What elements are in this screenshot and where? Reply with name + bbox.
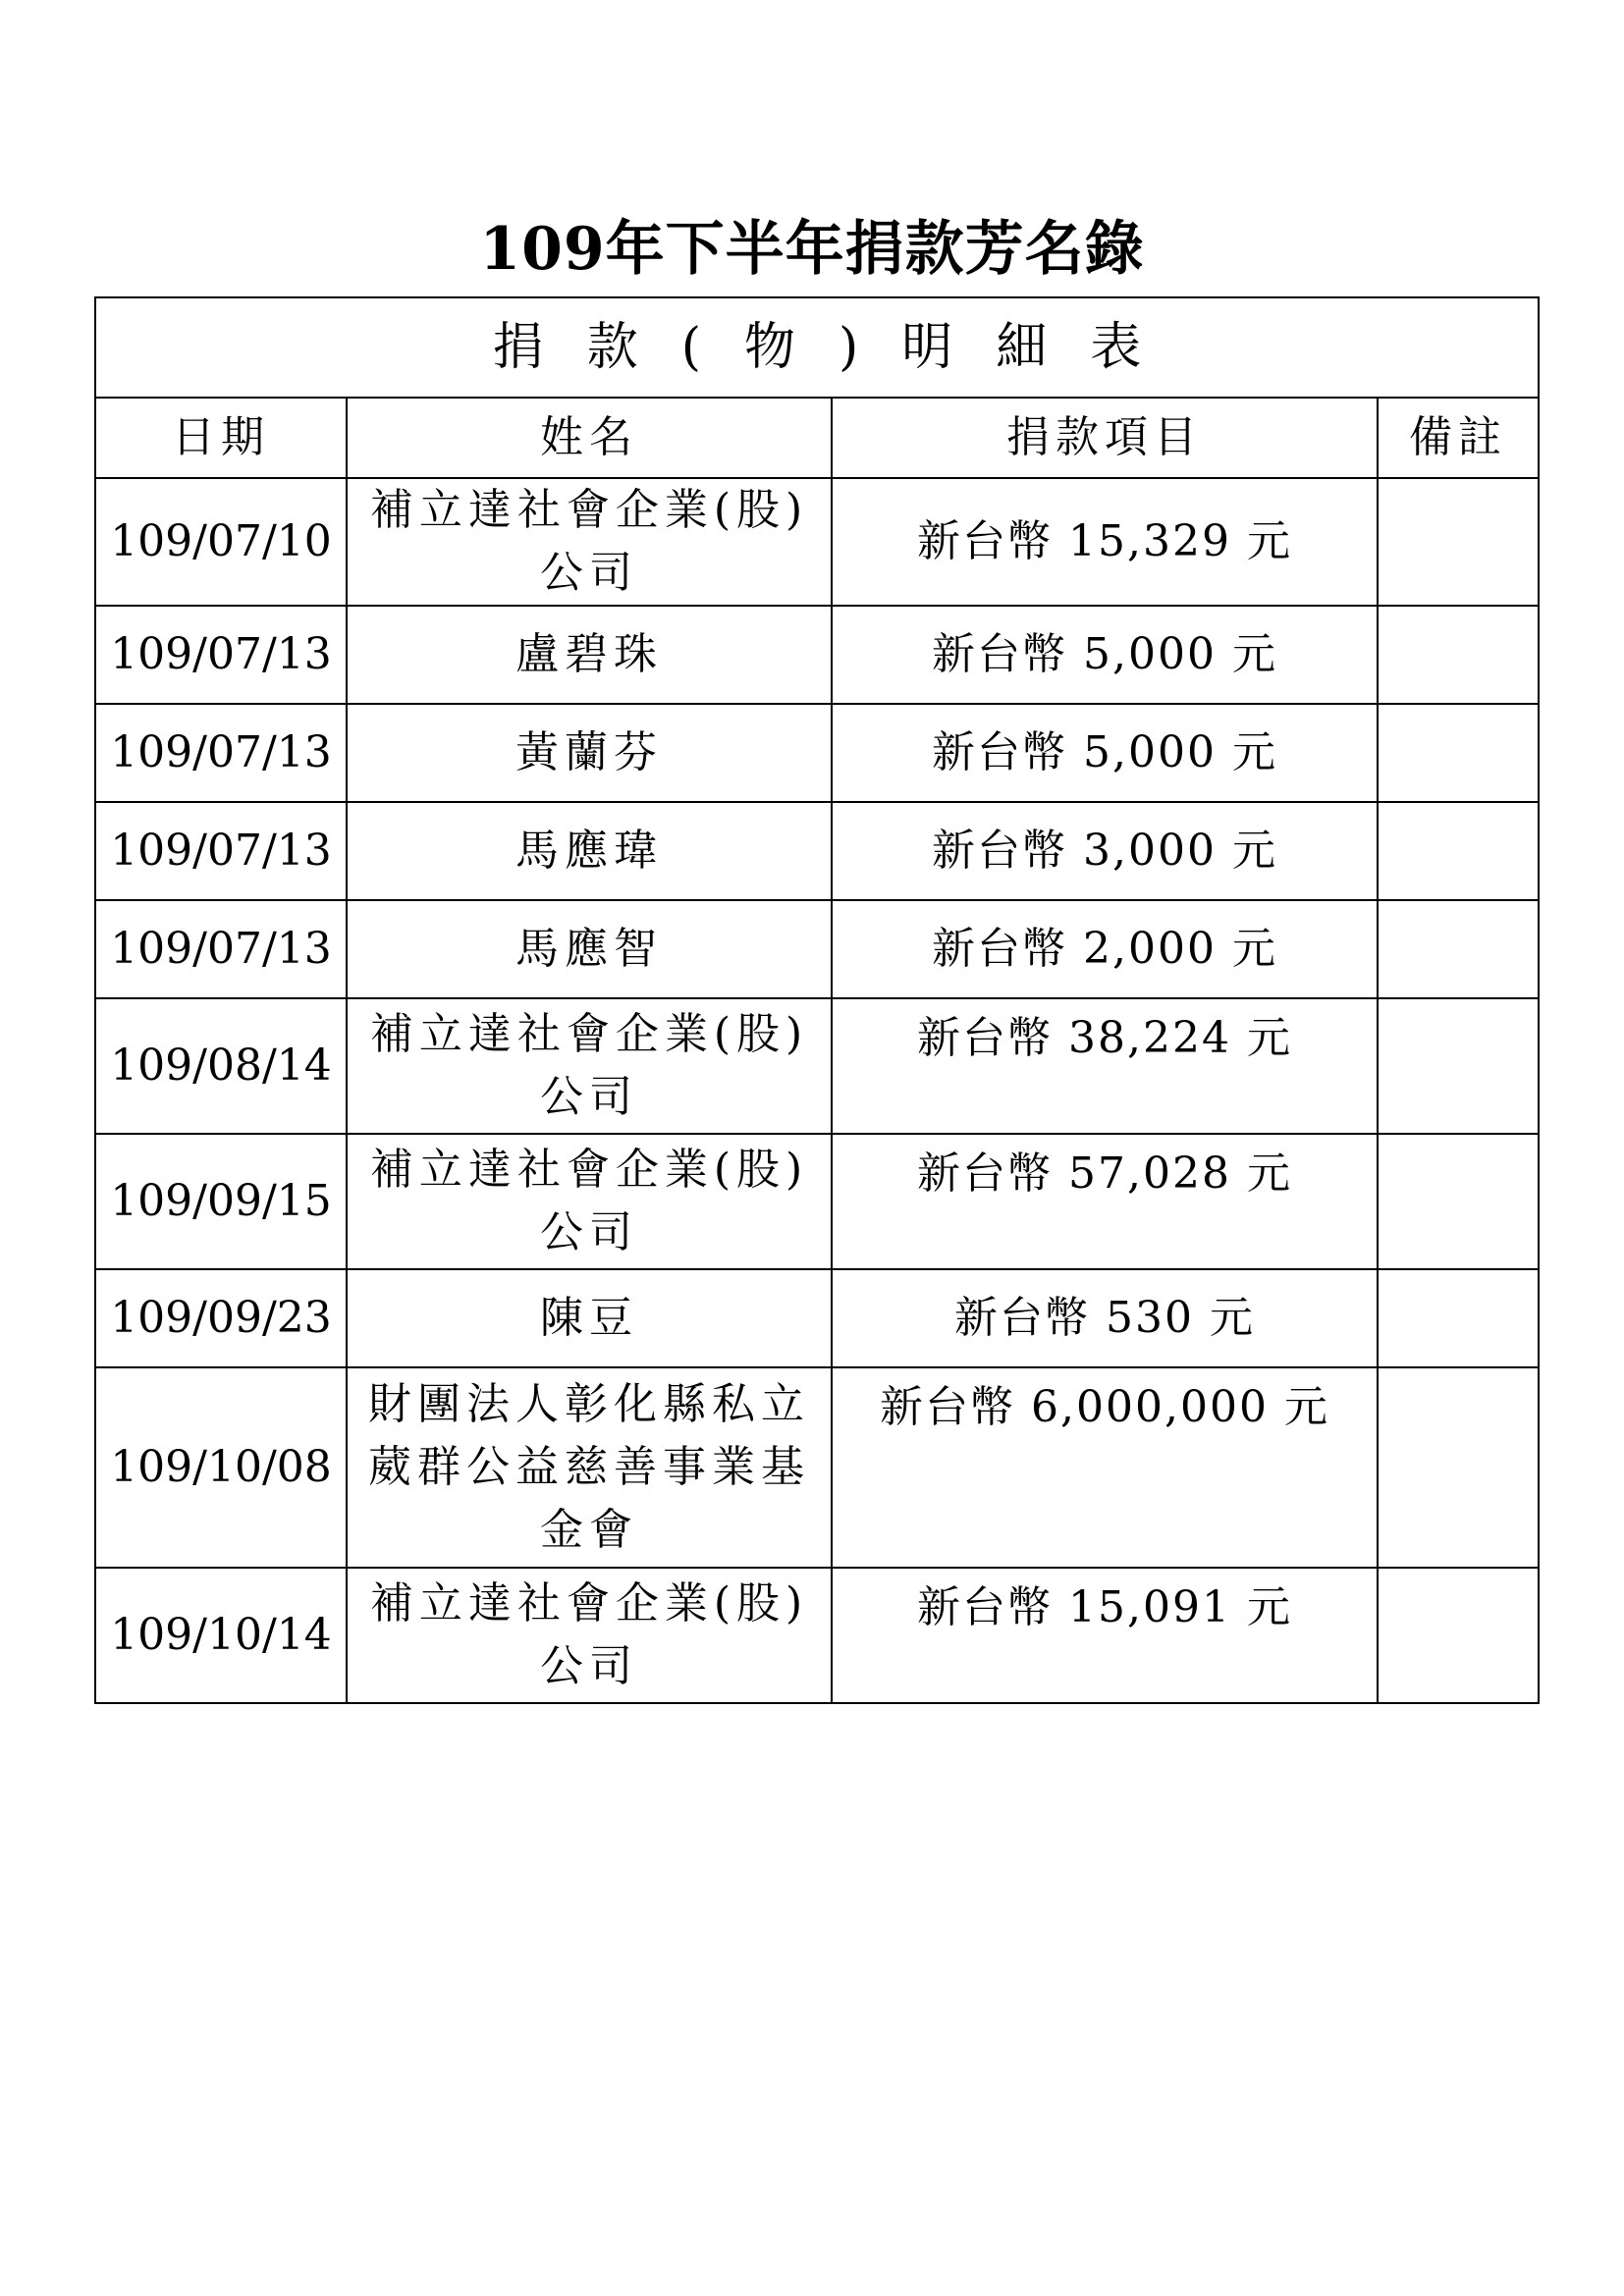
amount-cell: 新台幣 5,000 元 [832, 704, 1378, 802]
table-row [95, 802, 1539, 900]
name-cell: 黃蘭芬 [347, 704, 832, 802]
remark-cell [1378, 802, 1539, 900]
table-row [95, 606, 1539, 704]
remark-cell [1378, 900, 1539, 998]
donation-table [94, 296, 1540, 1704]
date-cell: 109/10/14 [95, 1568, 347, 1703]
remark-cell [1378, 1367, 1539, 1568]
date-cell: 109/07/13 [95, 704, 347, 802]
amount-cell: 新台幣 15,329 元 [832, 478, 1378, 606]
table-row [95, 1568, 1539, 1703]
remark-cell [1378, 478, 1539, 606]
table-caption: 捐款(物)明細表 [95, 297, 1539, 398]
table-row [95, 1269, 1539, 1367]
page-title: 109年下半年捐款芳名錄 [479, 215, 1145, 284]
table-row [95, 704, 1539, 802]
remark-cell [1378, 606, 1539, 704]
name-cell: 補立達社會企業(股)公司 [347, 478, 832, 606]
name-cell: 馬應瑋 [347, 802, 832, 900]
name-cell: 盧碧珠 [347, 606, 832, 704]
table-header-row [95, 398, 1539, 478]
remark-cell [1378, 998, 1539, 1134]
table-row [95, 1134, 1539, 1269]
table-row [95, 998, 1539, 1134]
table-row [95, 900, 1539, 998]
date-cell: 109/07/10 [95, 478, 347, 606]
name-cell: 補立達社會企業(股)公司 [347, 1134, 832, 1269]
remark-cell [1378, 1568, 1539, 1703]
name-cell: 補立達社會企業(股)公司 [347, 1568, 832, 1703]
header-date: 日期 [95, 398, 347, 478]
date-cell: 109/09/15 [95, 1134, 347, 1269]
date-cell: 109/09/23 [95, 1269, 347, 1367]
amount-cell: 新台幣 38,224 元 [832, 998, 1378, 1134]
date-cell: 109/10/08 [95, 1367, 347, 1568]
header-remark: 備註 [1378, 398, 1539, 478]
date-cell: 109/07/13 [95, 802, 347, 900]
name-cell: 馬應智 [347, 900, 832, 998]
remark-cell [1378, 704, 1539, 802]
header-item: 捐款項目 [832, 398, 1378, 478]
name-cell: 補立達社會企業(股)公司 [347, 998, 832, 1134]
table-row [95, 1367, 1539, 1568]
date-cell: 109/07/13 [95, 606, 347, 704]
name-cell: 財團法人彰化縣私立葳群公益慈善事業基金會 [347, 1367, 832, 1568]
amount-cell: 新台幣 6,000,000 元 [832, 1367, 1378, 1568]
header-name: 姓名 [347, 398, 832, 478]
date-cell: 109/07/13 [95, 900, 347, 998]
amount-cell: 新台幣 3,000 元 [832, 802, 1378, 900]
name-cell: 陳豆 [347, 1269, 832, 1367]
date-cell: 109/08/14 [95, 998, 347, 1134]
table-row [95, 478, 1539, 606]
amount-cell: 新台幣 15,091 元 [832, 1568, 1378, 1703]
amount-cell: 新台幣 530 元 [832, 1269, 1378, 1367]
amount-cell: 新台幣 57,028 元 [832, 1134, 1378, 1269]
amount-cell: 新台幣 2,000 元 [832, 900, 1378, 998]
table-caption-row [95, 297, 1539, 398]
remark-cell [1378, 1134, 1539, 1269]
amount-cell: 新台幣 5,000 元 [832, 606, 1378, 704]
remark-cell [1378, 1269, 1539, 1367]
